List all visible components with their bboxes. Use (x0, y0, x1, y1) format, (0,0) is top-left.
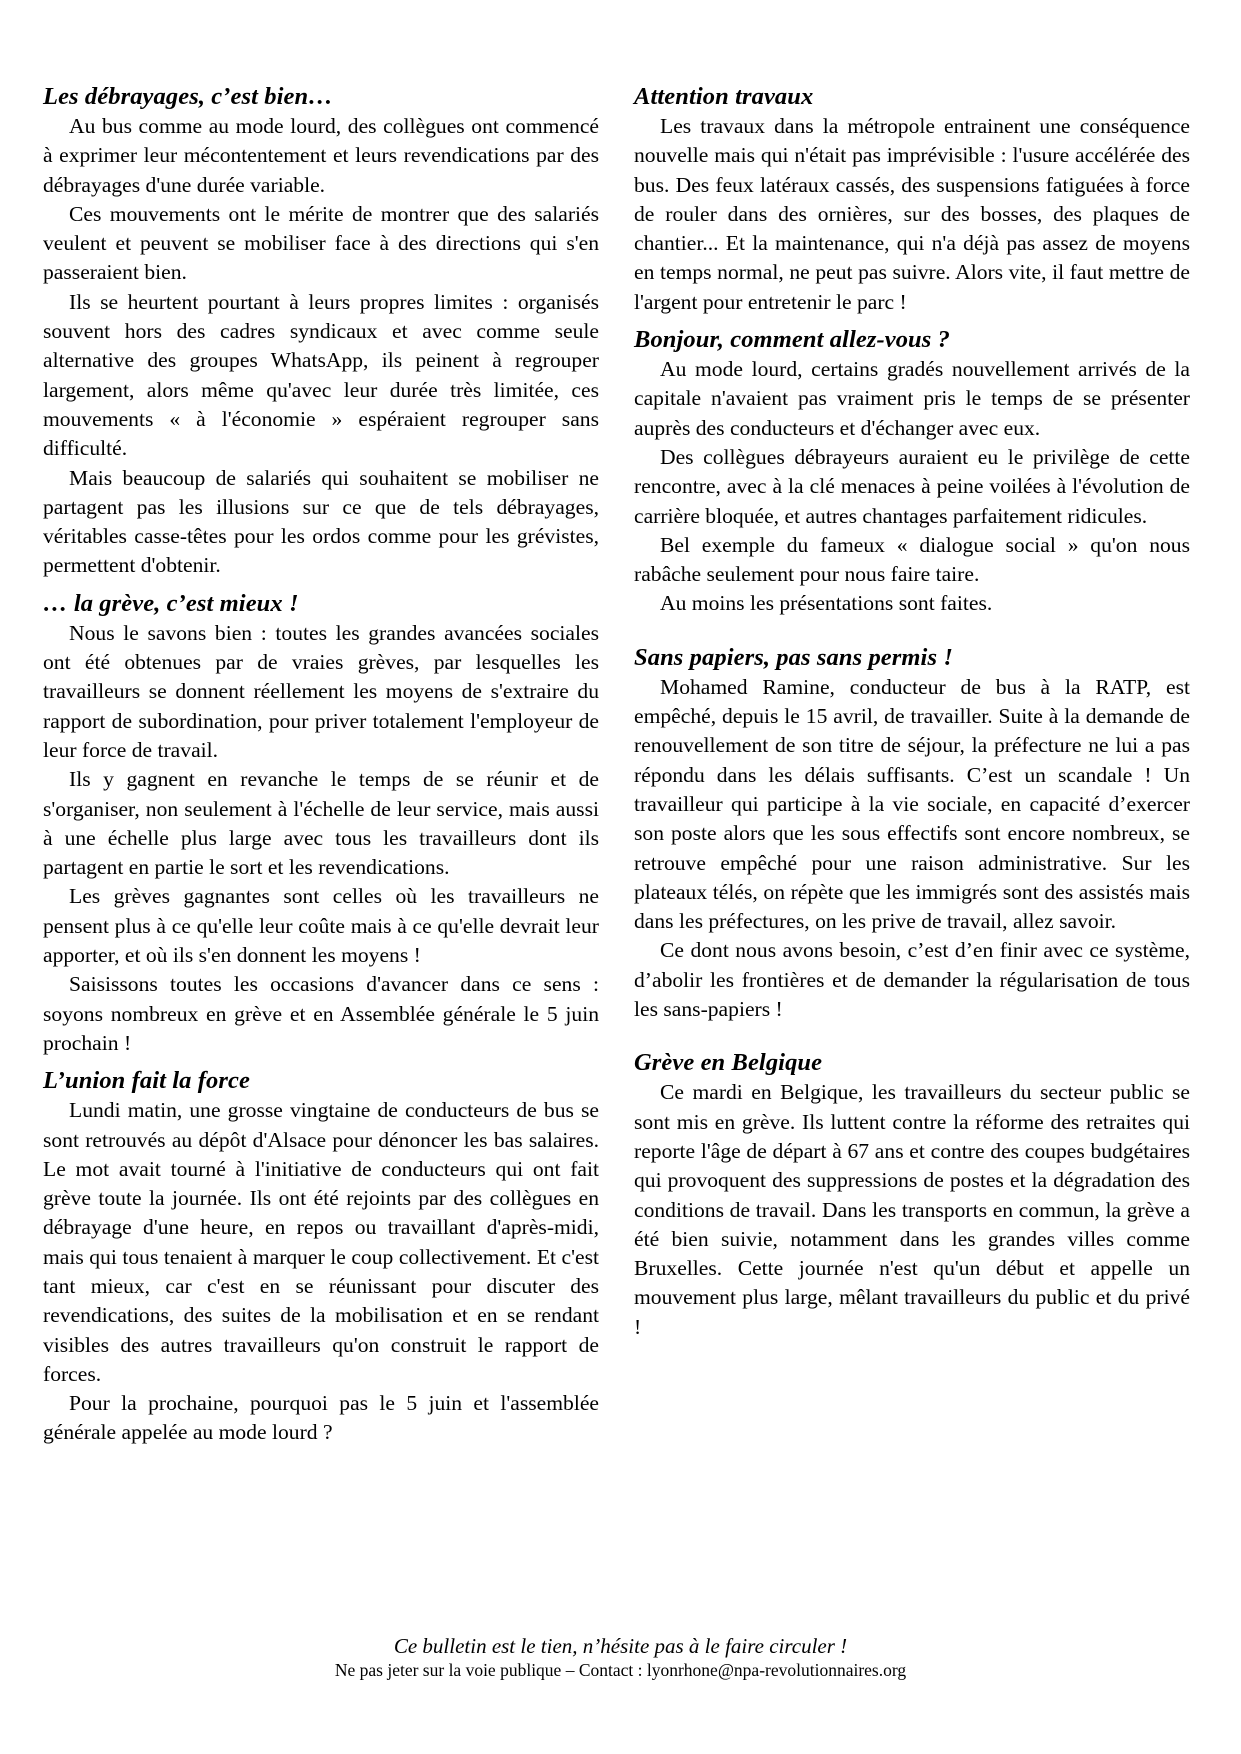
footer-tagline: Ce bulletin est le tien, n’hésite pas à le faire circuler ! (393, 1634, 848, 1658)
article-paragraph: Nous le savons bien : toutes les grandes avancées sociales ont été obtenues par de vraies grèves, par lesquelles les travailleurs se donnent réellement les moyens de s'extraire du rapport de subordination, pour priver totalement l'employeur de leur force de travail. (43, 620, 599, 762)
article-heading: … la grève, c’est mieux ! (43, 589, 299, 617)
article-paragraph: Pour la prochaine, pourquoi pas le 5 juin et l'assemblée générale appelée au mode lourd ? (43, 1391, 599, 1445)
article-greve-mieux (43, 589, 599, 1058)
article-paragraph: Au moins les présentations sont faites. (660, 591, 993, 616)
article-heading: L’union fait la force (43, 1067, 250, 1095)
article-paragraph: Les travaux dans la métropole entrainent une conséquence nouvelle mais qui n'était pas imprévisible : l'usure accélérée des bus. Des feux latéraux cassés, des suspensions fatiguées à force de rouler dans des ornières, sur des bosses, des plaques de chantier... Et la maintenance, qui n'a déjà pas assez de moyens en temps normal, ne peut pas suivre. Alors vite, il faut mettre de l'argent pour entretenir le parc ! (634, 114, 1190, 314)
right-column (634, 82, 1190, 1342)
article-paragraph: Au mode lourd, certains gradés nouvellement arrivés de la capitale n'avaient pas vraiment pris le temps de se présenter auprès des conducteurs et d'échanger avec eux. (634, 357, 1190, 440)
article-paragraph: Saisissons toutes les occasions d'avancer dans ce sens : soyons nombreux en grève et en Assemblée générale le 5 juin prochain ! (43, 972, 599, 1055)
article-paragraph: Ils y gagnent en revanche le temps de se réunir et de s'organiser, non seulement à l'échelle de leur service, mais aussi à une échelle plus large avec tous les travailleurs dont ils partagent en partie le sort et les revendications. (43, 767, 599, 880)
article-attention-travaux (634, 82, 1190, 317)
article-paragraph: Des collègues débrayeurs auraient eu le privilège de cette rencontre, avec à la clé menaces à peine voilées à l'évolution de carrière bloquée, et autres chantages parfaitement ridicules. (634, 444, 1190, 528)
article-paragraph: Au bus comme au mode lourd, des collègues ont commencé à exprimer leur mécontentement et leurs revendications par des débrayages d'une durée variable. (43, 114, 599, 197)
article-heading: Les débrayages, c’est bien… (43, 83, 333, 110)
page-footer (0, 1633, 1241, 1681)
article-sans-papiers (634, 643, 1190, 1025)
article-paragraph: Mohamed Ramine, conducteur de bus à la RATP, est empêché, depuis le 15 avril, de travailler. Suite à la demande de renouvellement de son titre de séjour, la préfecture ne lui a pas répondu dans les délais suffisants. C’est un scandale ! Un travailleur qui participe à la vie sociale, en capacité d’exercer son poste alors que les sous effectifs sont encore nombreux, se retrouve empêché pour une raison administrative. Sur les plateaux télés, on répète que les immigrés sont des assistés mais dans les préfectures, on les prive de travail, allez savoir. (634, 674, 1190, 934)
left-column (43, 82, 599, 1448)
article-paragraph: Mais beaucoup de salariés qui souhaitent se mobiliser ne partagent pas les illusions sur ce que de tels débrayages, véritables casse-têtes pour les ordos comme pour les grévistes, permettent d'obtenir. (43, 465, 599, 578)
article-heading: Attention travaux (634, 83, 814, 110)
article-heading: Grève en Belgique (634, 1049, 823, 1077)
article-paragraph: Ils se heurtent pourtant à leurs propres limites : organisés souvent hors des cadres syndicaux et avec comme seule alternative des groupes WhatsApp, ils peinent à regrouper largement, alors même qu'avec leur durée très limitée, ces mouvements « à l'économie » espéraient regrouper sans difficulté. (43, 289, 599, 461)
article-paragraph: Bel exemple du fameux « dialogue social » qu'on nous rabâche seulement pour nous faire taire. (634, 532, 1190, 587)
article-paragraph: Ce mardi en Belgique, les travailleurs du secteur public se sont mis en grève. Ils luttent contre la réforme des retraites qui reporte l'âge de départ à 67 ans et contre des coupes budgétaires qui provoquent des suppressions de postes et la dégradation des conditions de travail. Dans les transports en commun, la grève a été bien suivie, notamment dans les grandes villes comme Bruxelles. Cette journée n'est qu'un début et appelle un mouvement plus large, mêlant travailleurs du public et du privé ! (634, 1080, 1190, 1339)
article-paragraph: Ce dont nous avons besoin, c’est d’en finir avec ce système, d’abolir les frontières et de demander la régularisation de tous les sans-papiers ! (634, 938, 1190, 1022)
footer-contact: Ne pas jeter sur la voie publique – Contact : lyonrhone@npa-revolutionnaires.org (334, 1660, 907, 1680)
article-debrayages (43, 82, 599, 581)
article-paragraph: Ces mouvements ont le mérite de montrer que des salariés veulent et peuvent se mobiliser face à des directions qui s'en passeraient bien. (43, 201, 599, 285)
article-greve-belgique (634, 1048, 1190, 1342)
article-heading: Bonjour, comment allez-vous ? (634, 326, 950, 354)
article-paragraph: Lundi matin, une grosse vingtaine de conducteurs de bus se sont retrouvés au dépôt d'Alsace pour dénoncer les bas salaires. Le mot avait tourné à l'initiative de conducteurs qui ont fait grève toute la journée. Ils ont été rejoints par des collègues en débrayage d'une heure, en repos ou travaillant d'après-midi, mais qui tous tenaient à marquer le coup collectivement. Et c'est tant mieux, car c'est en se réunissant pour discuter des revendications, des suites de la mobilisation et en se rendant visibles des autres travailleurs qu'on construit le rapport de forces. (43, 1098, 599, 1386)
article-bonjour (634, 325, 1190, 619)
article-heading: Sans papiers, pas sans permis ! (634, 643, 953, 671)
article-union-force (43, 1066, 599, 1448)
article-paragraph: Les grèves gagnantes sont celles où les travailleurs ne pensent plus à ce qu'elle leur coûte mais à ce qu'elle devrait leur apporter, et où ils s'en donnent les moyens ! (43, 884, 599, 968)
